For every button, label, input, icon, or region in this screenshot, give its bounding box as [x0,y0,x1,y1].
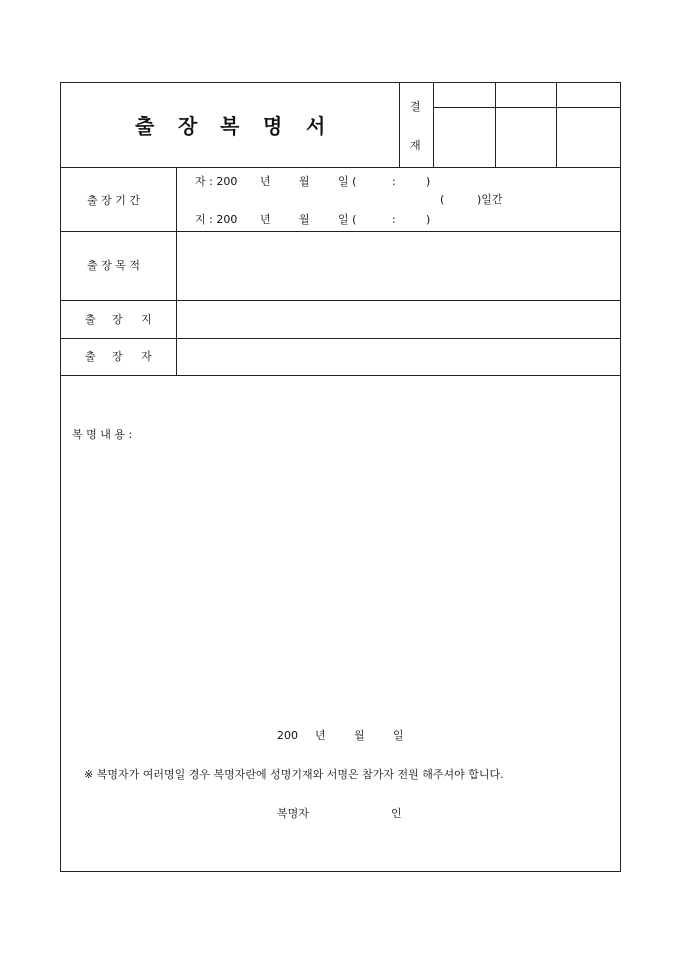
traveler-label-2: 장 [112,350,123,363]
report-date-year: 200 [277,729,298,742]
reporter-label: 복명자 [277,807,309,820]
period-label: 출 장 기 간 [87,194,140,207]
destination-label-3: 지 [141,313,152,326]
approval-sign-box-2[interactable] [496,108,556,167]
destination-label-2: 장 [112,313,123,326]
purpose-field[interactable] [177,232,620,300]
period-days-close: )일간 [477,193,503,206]
period-to-close: ) [426,213,431,226]
period-to-day: 일 ( [338,213,357,226]
reporter-name-field[interactable] [322,803,388,823]
approval-sign-box-1[interactable] [434,108,495,167]
report-content-field[interactable] [61,445,620,715]
report-note: ※ 복명자가 여러명일 경우 복명자란에 성명기재와 서명은 참가자 전원 해주셔야 합니다. [84,768,504,781]
approval-left-line [399,82,400,168]
period-from-month: 월 [299,175,310,188]
approval-label-top: 결 [410,100,421,113]
traveler-field[interactable] [177,339,620,375]
period-field[interactable] [177,168,620,231]
report-date-m: 월 [354,729,365,742]
period-to-month: 월 [299,213,310,226]
period-to-colon: : [392,213,396,226]
purpose-label: 출 장 목 적 [87,259,140,272]
period-to-prefix: 지 : 200 [195,213,238,226]
report-date-d: 일 [393,729,404,742]
destination-label-1: 출 [85,313,96,326]
period-from-day: 일 ( [338,175,357,188]
period-from-prefix: 자 : 200 [195,175,238,188]
destination-field[interactable] [177,301,620,338]
traveler-divider [60,375,621,376]
period-to-year: 년 [260,213,271,226]
traveler-label-1: 출 [85,350,96,363]
title-char-4: 명 [263,114,283,138]
border-bottom [60,871,621,872]
title-char-1: 출 [135,114,155,138]
approval-label-bottom: 재 [410,139,421,152]
report-date-y: 년 [315,729,326,742]
title-char-2: 장 [178,114,198,138]
approval-title-box-3[interactable] [557,83,620,107]
reporter-seal: 인 [391,807,402,820]
period-from-year: 년 [260,175,271,188]
border-right [620,82,621,872]
approval-sign-box-3[interactable] [557,108,620,167]
period-days-open: ( [440,193,445,206]
traveler-label-3: 자 [141,350,152,363]
title-char-3: 복 [220,114,240,138]
report-content-label: 복 명 내 용 : [72,428,133,441]
title-char-5: 서 [306,114,326,138]
approval-title-box-1[interactable] [434,83,495,107]
period-from-close: ) [426,175,431,188]
period-from-colon: : [392,175,396,188]
approval-title-box-2[interactable] [496,83,556,107]
